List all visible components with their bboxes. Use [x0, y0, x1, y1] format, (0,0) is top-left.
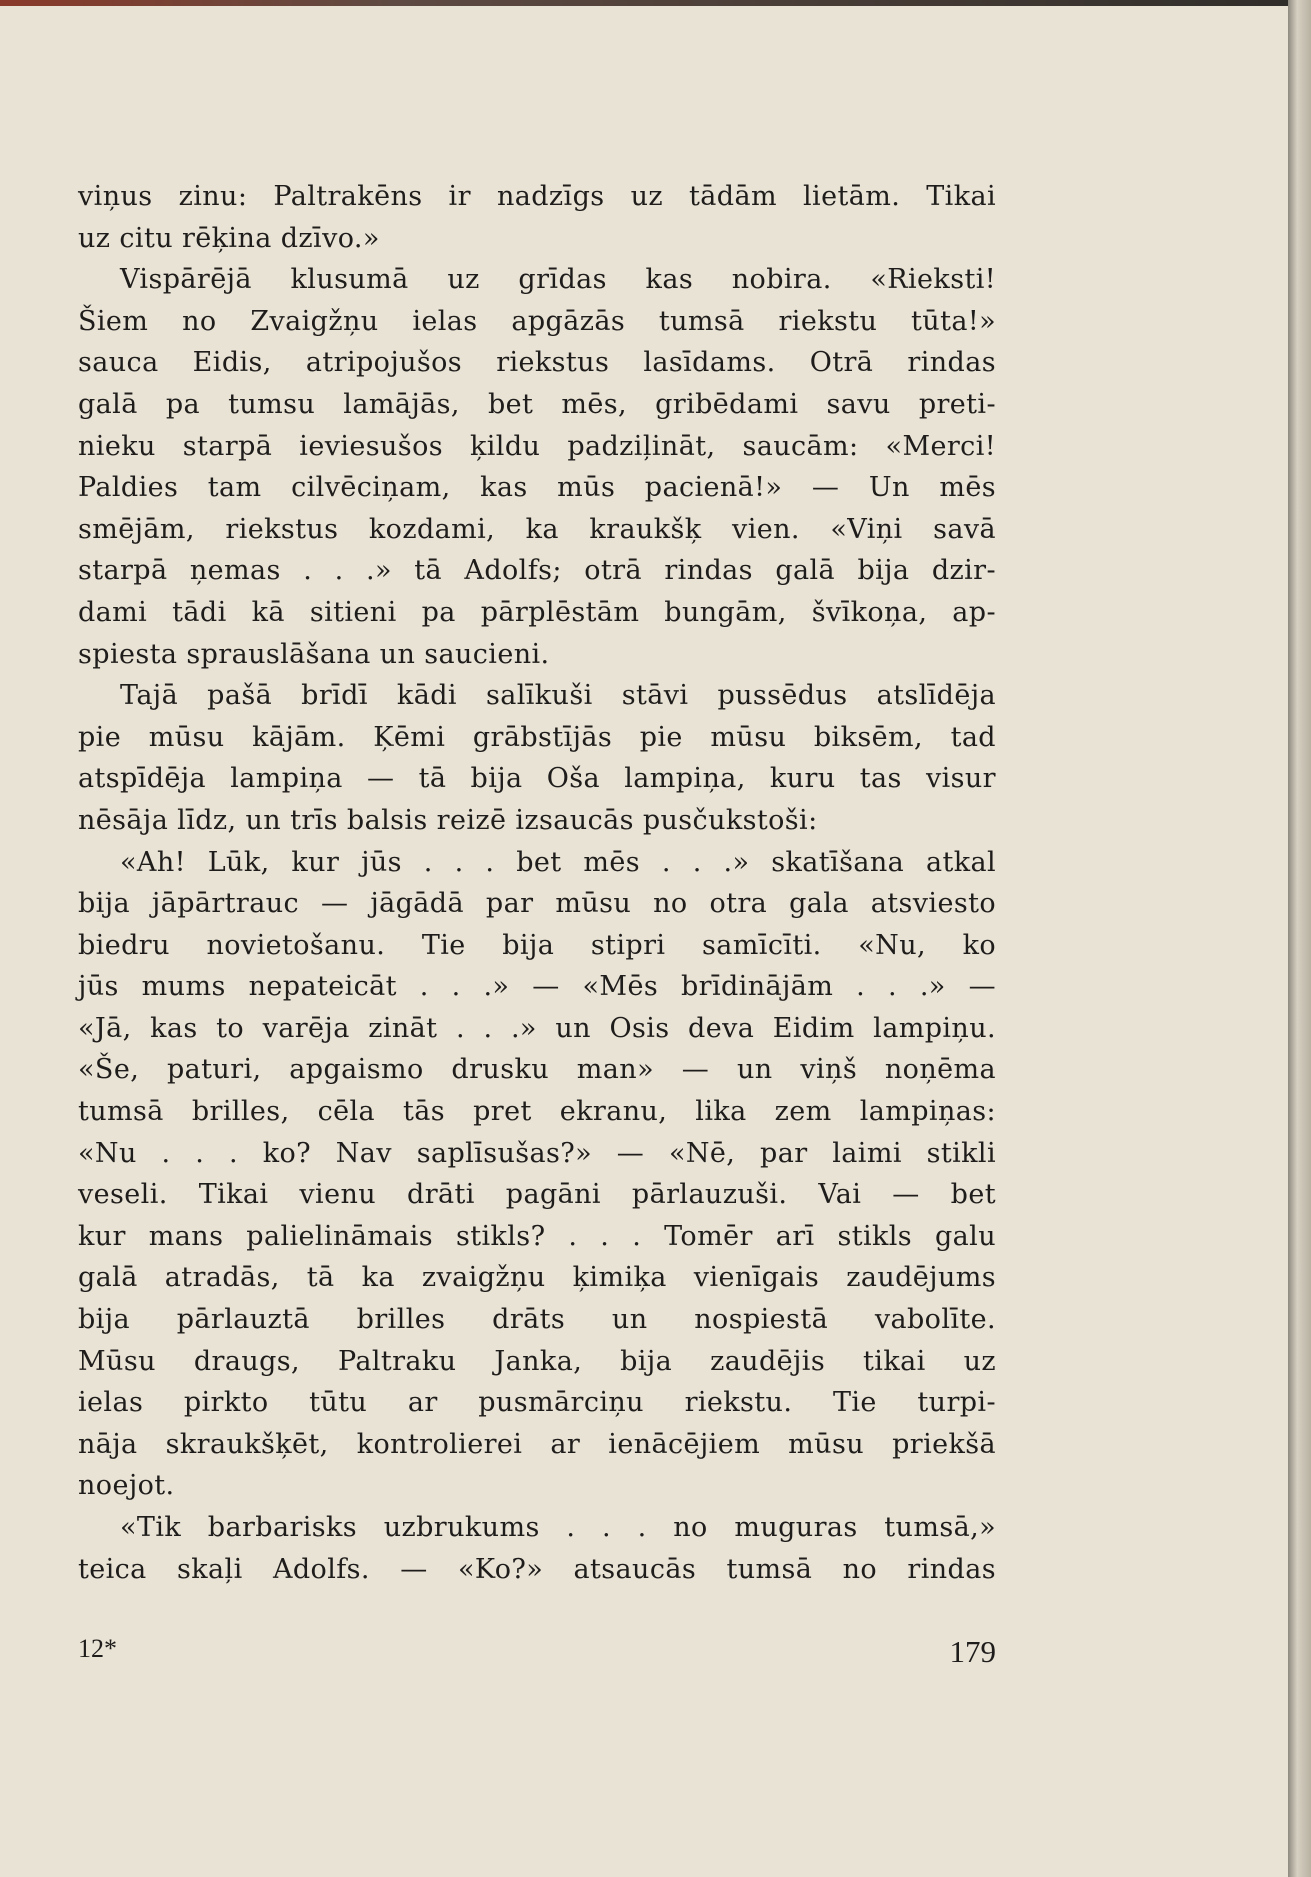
text-line: starpā ņemas . . .» tā Adolfs; otrā rindas galā bija dzir-	[78, 555, 996, 587]
text-line: sauca Eidis, atripojušos riekstus lasīdams. Otrā rindas	[78, 347, 996, 379]
text-line: atspīdēja lampiņa — tā bija Oša lampiņa, kuru tas visur	[78, 763, 996, 795]
text-line: teica skaļi Adolfs. — «Ko?» atsaucās tumsā no rindas	[78, 1553, 996, 1585]
text-line: Vispārējā klusumā uz grīdas kas nobira. «Rieksti!	[120, 264, 996, 296]
text-line: «Jā, kas to varēja zināt . . .» un Osis deva Eidim lampiņu.	[78, 1012, 996, 1044]
page-number: 179	[949, 1634, 996, 1669]
text-line: bija jāpārtrauc — jāgādā par mūsu no otra gala atsviesto	[78, 888, 996, 920]
text-line: noejot.	[78, 1470, 175, 1502]
text-line: tumsā brilles, cēla tās pret ekranu, lika zem lampiņas:	[78, 1096, 996, 1128]
signature-mark: 12*	[78, 1634, 117, 1663]
text-line: biedru novietošanu. Tie bija stipri samīcīti. «Nu, ko	[78, 929, 996, 961]
text-line: galā atradās, tā ka zvaigžņu ķimiķa vienīgais zaudējums	[78, 1262, 996, 1294]
text-line: smējām, riekstus kozdami, ka kraukšķ vien. «Viņi savā	[78, 513, 996, 545]
text-line: bija pārlauztā brilles drāts un nospiestā vabolīte.	[78, 1304, 996, 1336]
text-line: jūs mums nepateicāt . . .» — «Mēs brīdinājām . . .» —	[78, 971, 996, 1003]
page-footer	[78, 1634, 996, 1674]
text-line: nieku starpā ieviesušos ķildu padziļināt, saucām: «Merci!	[78, 430, 996, 462]
text-line: nāja skraukšķēt, kontrolierei ar ienācējiem mūsu priekšā	[78, 1428, 996, 1460]
book-page	[0, 6, 1288, 1877]
text-line: viņus zinu: Paltrakēns ir nadzīgs uz tādām lietām. Tikai	[78, 181, 996, 212]
text-line: ielas pirkto tūtu ar pusmārciņu riekstu. Tie turpi-	[78, 1387, 996, 1419]
text-line: Tajā pašā brīdī kādi salīkuši stāvi pussēdus atslīdēja	[120, 680, 996, 712]
text-line: galā pa tumsu lamājās, bet mēs, gribēdami savu preti-	[78, 388, 996, 420]
text-line: «Nu . . . ko? Nav saplīsušas?» — «Nē, par laimi stikli	[78, 1137, 996, 1169]
text-line: nēsāja līdz, un trīs balsis reizē izsaucās pusčukstoši:	[78, 804, 818, 836]
text-line: Mūsu draugs, Paltraku Janka, bija zaudējis tikai uz	[78, 1345, 996, 1377]
text-line: «Tik barbarisks uzbrukums . . . no muguras tumsā,»	[120, 1512, 996, 1543]
text-line: kur mans palielināmais stikls? . . . Tomēr arī stikls galu	[78, 1220, 996, 1252]
text-line: Šiem no Zvaigžņu ielas apgāzās tumsā riekstu tūta!»	[78, 305, 996, 337]
text-line: uz citu rēķina dzīvo.»	[78, 222, 380, 254]
page-fore-edge	[1288, 0, 1311, 1877]
text-line: Paldies tam cilvēciņam, kas mūs pacienā!» — Un mēs	[78, 472, 996, 504]
text-line: pie mūsu kājām. Ķēmi grābstījās pie mūsu biksēm, tad	[78, 721, 996, 753]
text-line: dami tādi kā sitieni pa pārplēstām bungām, švīkoņa, ap-	[78, 596, 996, 628]
text-line: «Še, paturi, apgaismo drusku man» — un viņš noņēma	[78, 1054, 996, 1086]
body-text	[78, 176, 996, 1590]
text-line: spiesta sprauslāšana un saucieni.	[78, 638, 550, 670]
text-line: «Ah! Lūk, kur jūs . . . bet mēs . . .» skatīšana atkal	[120, 846, 996, 878]
text-line: veseli. Tikai vienu drāti pagāni pārlauzuši. Vai — bet	[78, 1179, 996, 1211]
